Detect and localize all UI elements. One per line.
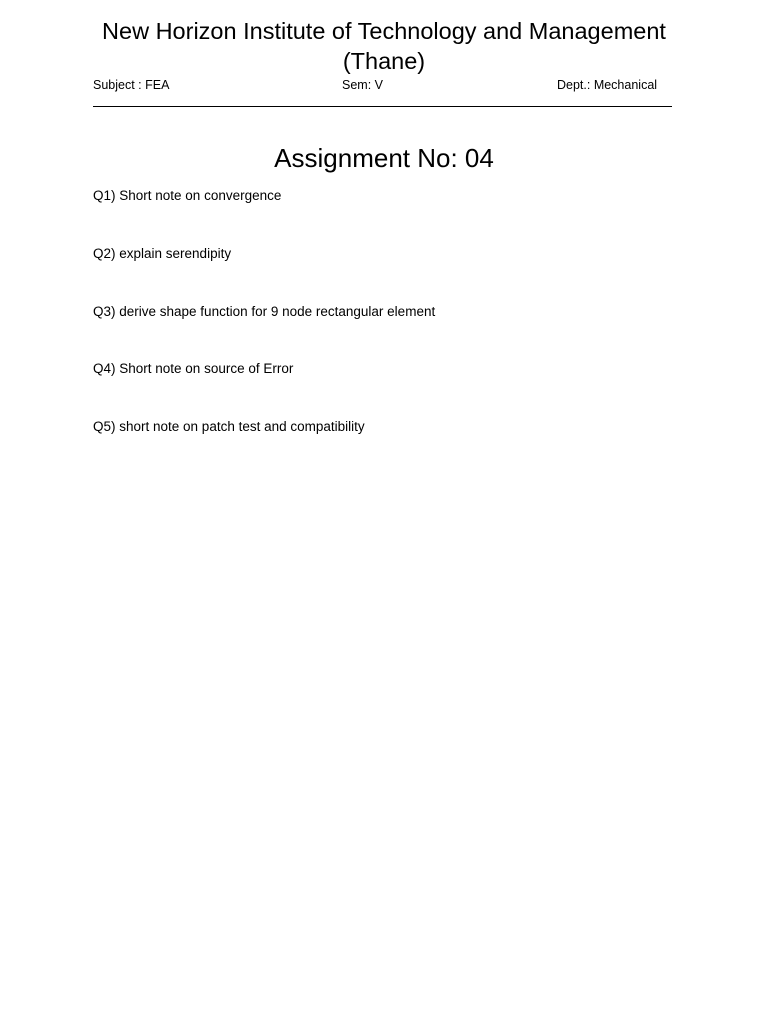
semester-label: Sem: V xyxy=(342,78,383,92)
institute-name xyxy=(60,16,708,76)
question-item-1: Q1) Short note on convergence xyxy=(93,188,282,203)
institute-name-line-2: (Thane) xyxy=(342,48,426,74)
question-item-5: Q5) short note on patch test and compatibility xyxy=(93,419,365,435)
department-label: Dept.: Mechanical xyxy=(557,78,658,92)
header-divider xyxy=(93,106,672,107)
question-list xyxy=(93,187,693,476)
assignment-title: Assignment No: 04 xyxy=(274,143,494,173)
subject-label: Subject : FEA xyxy=(93,78,170,92)
institute-name-line-1: New Horizon Institute of Technology and Management xyxy=(102,18,666,44)
course-meta-row xyxy=(93,77,672,93)
question-item-2: Q2) explain serendipity xyxy=(93,245,232,261)
question-item-4: Q4) Short note on source of Error xyxy=(93,361,294,377)
question-item-3: Q3) derive shape function for 9 node rectangular element xyxy=(93,303,436,319)
